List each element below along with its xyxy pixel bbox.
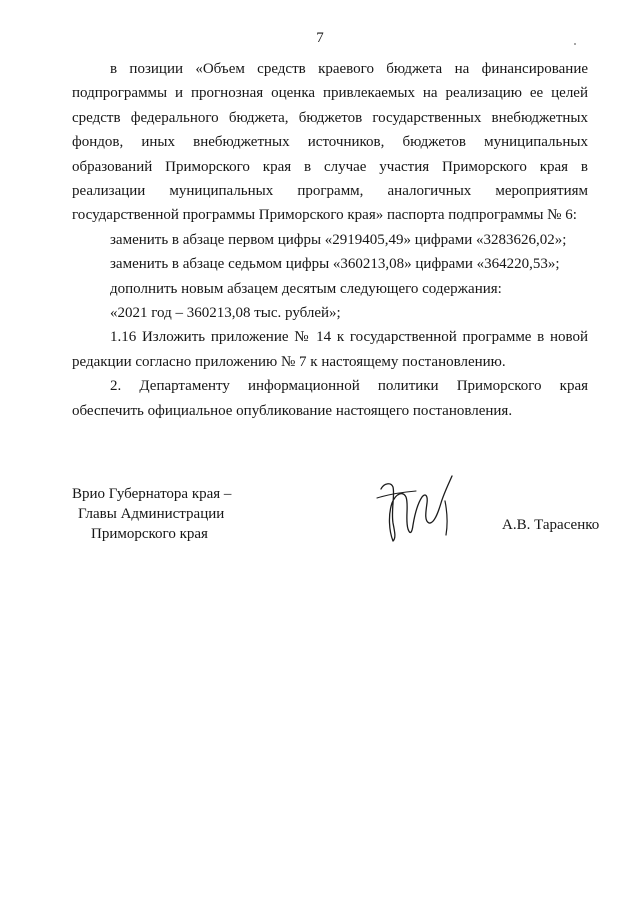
signatory-position-line: Приморского края bbox=[91, 526, 208, 542]
paragraph-replace-seventh: заменить в абзаце седьмом цифры «360213,08» цифрами «364220,53»; bbox=[110, 256, 560, 273]
signatory-position-line: Главы Администрации bbox=[78, 506, 225, 522]
paragraph-quote-2021: «2021 год – 360213,08 тыс. рублей»; bbox=[110, 305, 341, 322]
paragraph-item-1-16: 1.16 Изложить приложение № 14 к государственной программе в новой редакции согласно приложению № 7 к настоящему постановлению. bbox=[72, 329, 588, 370]
signature-stroke bbox=[377, 491, 416, 498]
paragraph-item-2: 2. Департаменту информационной политики Приморского края обеспечить официальное опубликование настоящего постановления. bbox=[72, 378, 588, 419]
document-body bbox=[72, 57, 588, 423]
signature-stroke bbox=[445, 501, 447, 535]
paragraph-replace-first: заменить в абзаце первом цифры «2919405,49» цифрами «3283626,02»; bbox=[110, 231, 567, 248]
signatory-position bbox=[72, 484, 231, 544]
paragraph-add-tenth: дополнить новым абзацем десятым следующего содержания: bbox=[110, 280, 502, 297]
signatory-name: А.В. Тарасенко bbox=[502, 517, 600, 533]
signature-stroke bbox=[381, 476, 452, 541]
page-number: 7 bbox=[316, 30, 324, 46]
paragraph-position-clause: в позиции «Объем средств краевого бюджета на финансирование подпрограммы и прогнозная оценка привлекаемых на реализацию ее целей средств федерального бюджета, бюджетов государственных внебюджетных фондов, иных внебюджетных источников, бюджетов муниципальных образований Приморского края в случае участия Приморского края в реализации муниципальных программ, аналогичных мероприятиям государственной программы Приморского края» паспорта подпрограммы № 6: bbox=[72, 61, 588, 224]
handwritten-signature bbox=[372, 465, 462, 547]
signatory-position-line: Врио Губернатора края – bbox=[72, 486, 232, 502]
scan-artifact-dot bbox=[574, 43, 576, 45]
